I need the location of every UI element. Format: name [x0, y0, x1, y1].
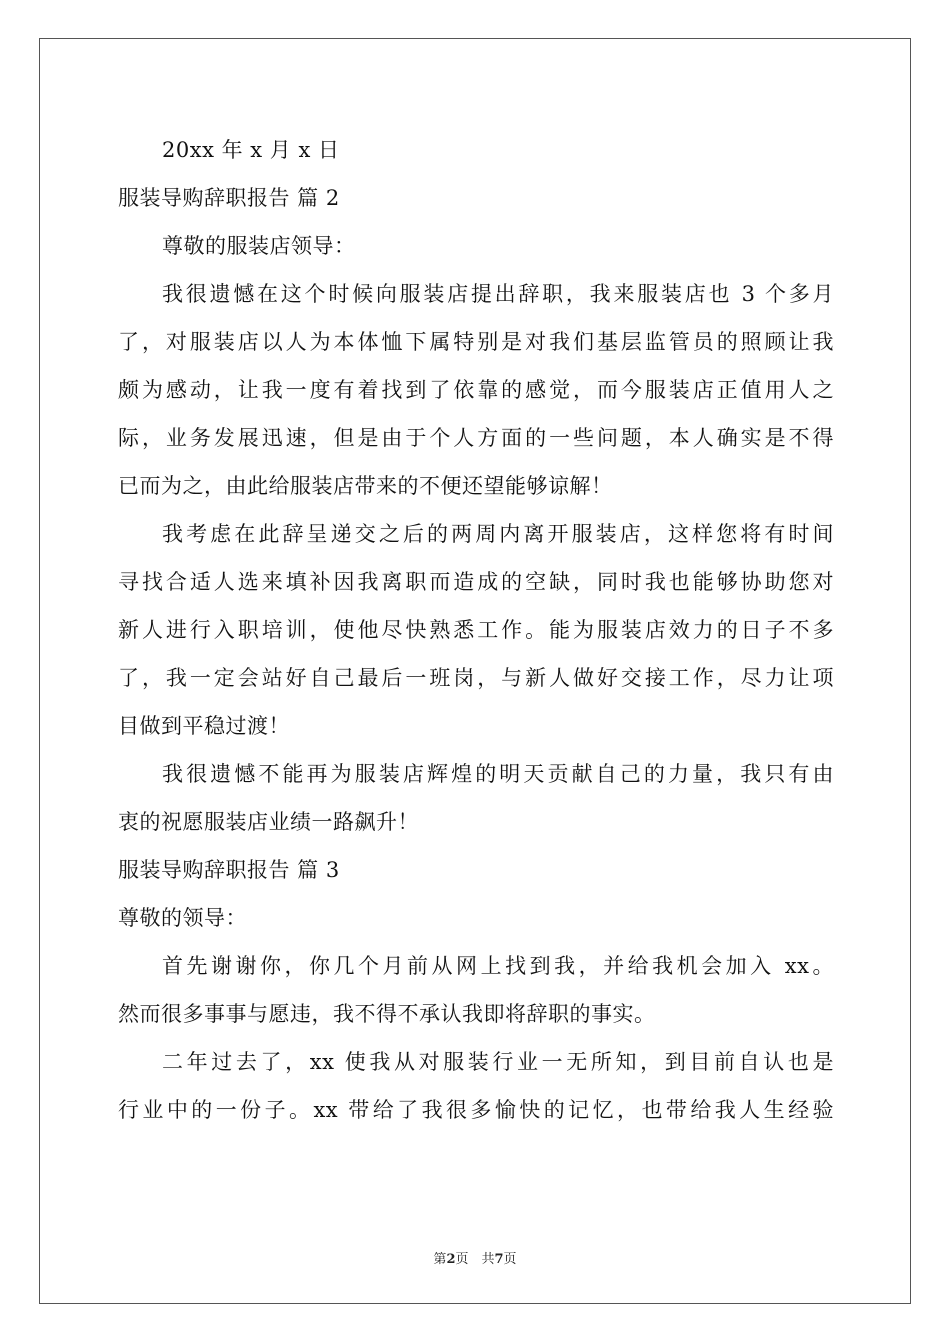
paragraph-line: 首先谢谢你，你几个月前从网上找到我，并给我机会加入 xx。: [162, 954, 835, 978]
current-page-number: 2: [446, 1252, 456, 1267]
paragraph-line: 了，对服装店以人为本体恤下属特别是对我们基层监管员的照顾让我: [118, 330, 834, 354]
paragraph-line: 行业中的一份子。xx 带给了我很多愉快的记忆，也带给我人生经验: [118, 1098, 834, 1122]
footer-prefix: 第: [433, 1252, 447, 1267]
paragraph-line: 衷的祝愿服装店业绩一路飙升！: [118, 810, 419, 834]
paragraph-line: 颇为感动，让我一度有着找到了依靠的感觉，而今服装店正值用人之: [118, 378, 834, 402]
paragraph-line: 已而为之，由此给服装店带来的不便还望能够谅解！: [118, 474, 613, 498]
section-heading: 服装导购辞职报告 篇 2: [118, 186, 340, 210]
salutation: 尊敬的服装店领导：: [162, 234, 356, 258]
paragraph-line: 二年过去了，xx 使我从对服装行业一无所知，到目前自认也是: [162, 1050, 834, 1074]
footer-mid: 页 共: [455, 1252, 495, 1267]
date-line: 20xx 年 x 月 x 日: [162, 138, 340, 162]
document-body: [118, 126, 834, 1134]
total-page-number: 7: [494, 1252, 504, 1267]
section-heading: 服装导购辞职报告 篇 3: [118, 858, 340, 882]
footer-suffix: 页: [503, 1252, 517, 1267]
paragraph-line: 际，业务发展迅速，但是由于个人方面的一些问题，本人确实是不得: [118, 426, 834, 450]
paragraph-line: 我考虑在此辞呈递交之后的两周内离开服装店，这样您将有时间: [162, 522, 834, 546]
paragraph-line: 寻找合适人选来填补因我离职而造成的空缺，同时我也能够协助您对: [118, 570, 834, 594]
paragraph-line: 目做到平稳过渡！: [118, 714, 290, 738]
paragraph-line: 了，我一定会站好自己最后一班岗，与新人做好交接工作，尽力让项: [118, 666, 834, 690]
paragraph-line: 我很遗憾不能再为服装店辉煌的明天贡献自己的力量，我只有由: [162, 762, 834, 786]
paragraph-line: 新人进行入职培训，使他尽快熟悉工作。能为服装店效力的日子不多: [118, 618, 834, 642]
paragraph-line: 然而很多事事与愿违，我不得不承认我即将辞职的事实。: [118, 1002, 656, 1026]
salutation: 尊敬的领导：: [118, 906, 247, 930]
page-footer: [0, 1248, 950, 1267]
paragraph-line: 我很遗憾在这个时候向服装店提出辞职，我来服装店也 3 个多月: [162, 282, 834, 306]
